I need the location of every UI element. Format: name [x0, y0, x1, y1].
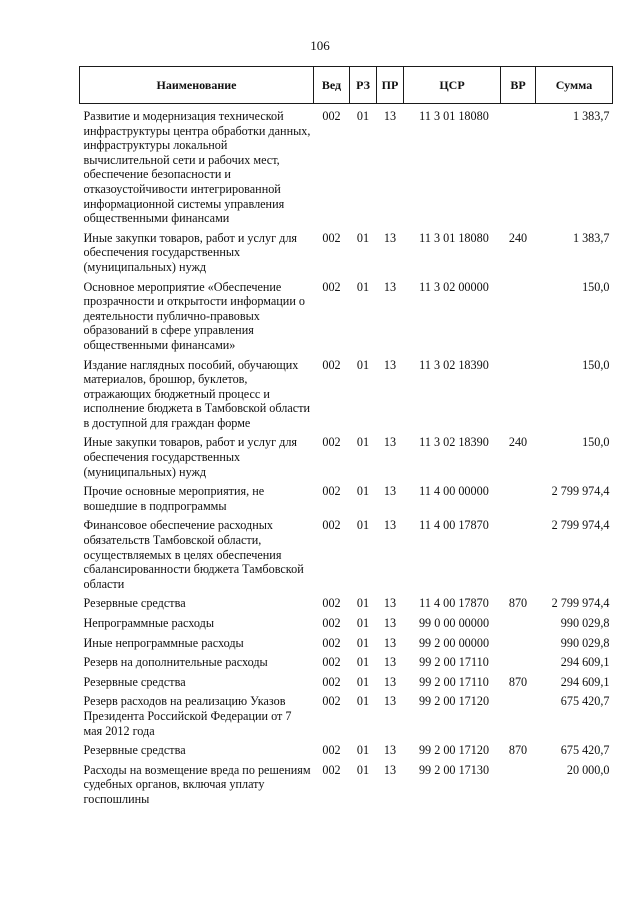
cell-vr: 870 [508, 674, 528, 689]
cell-csr: 99 0 00 00000 [418, 616, 490, 630]
cell-pr: 13 [383, 435, 397, 450]
table-row [80, 655, 613, 675]
cell-sum: 150,0 [582, 435, 610, 450]
cell-rz: 01 [356, 616, 370, 630]
page-number: 106 [310, 38, 330, 53]
cell-rz: 01 [356, 635, 370, 650]
table-row [80, 280, 613, 358]
header-csr: ЦСР [404, 67, 501, 104]
cell-sum: 1 383,7 [572, 230, 610, 245]
cell-csr: 99 2 00 17130 [418, 762, 490, 777]
table-row [80, 596, 613, 616]
cell-csr: 11 4 00 17870 [419, 518, 489, 533]
cell-name: Резервные средства [83, 743, 186, 758]
cell-csr: 99 2 00 17110 [419, 674, 489, 689]
header-sum: Сумма [536, 67, 613, 104]
cell-ved: 002 [322, 635, 341, 650]
cell-name: Резерв расходов на реализацию Указов Президента Российской Федерации от 7 мая 2012 года [83, 694, 292, 738]
cell-rz: 01 [356, 279, 370, 294]
cell-vr [501, 694, 536, 743]
budget-table [79, 66, 613, 812]
cell-name: Непрограммные расходы [83, 616, 215, 630]
cell-pr: 13 [383, 674, 397, 689]
cell-vr: 240 [508, 230, 528, 245]
table-row [80, 616, 613, 636]
header-ved: Вед [314, 67, 350, 104]
header-vr: ВР [501, 67, 536, 104]
cell-name: Расходы на возмещение вреда по решениям судебных органов, включая уплату госпошлины [83, 762, 311, 806]
cell-ved: 002 [322, 109, 341, 123]
cell-name: Прочие основные мероприятия, не вошедшие в подпрограммы [83, 484, 265, 513]
cell-pr: 13 [383, 109, 397, 123]
cell-csr: 11 3 02 18390 [419, 435, 489, 450]
cell-sum: 150,0 [582, 357, 610, 372]
cell-sum: 675 420,7 [560, 694, 610, 709]
cell-csr: 11 3 01 18080 [419, 230, 489, 245]
cell-csr: 99 2 00 17110 [419, 655, 489, 670]
cell-name: Основное мероприятие «Обеспечение прозрачности и открытости информации о деятельности публично-правовых образований в сфере управления общественными финансами» [83, 279, 305, 352]
cell-sum: 150,0 [582, 279, 610, 294]
cell-vr [501, 763, 536, 812]
cell-pr: 13 [383, 655, 397, 670]
cell-csr: 11 3 02 18390 [419, 357, 489, 372]
cell-rz: 01 [356, 762, 370, 777]
cell-pr: 13 [383, 694, 397, 709]
cell-name: Развитие и модернизация технической инфраструктуры центра обработки данных, инфраструктуры локальной вычислительной сети и рабочих мест, обеспечение безопасности и отказоустойчивости интегрированной информационной системы управления общественными финансами [83, 109, 311, 226]
cell-ved: 002 [322, 655, 341, 670]
table-row [80, 231, 613, 280]
cell-sum: 294 609,1 [560, 674, 610, 689]
cell-sum: 2 799 974,4 [551, 518, 610, 533]
cell-vr: 870 [508, 743, 528, 758]
cell-rz: 01 [356, 109, 370, 123]
cell-rz: 01 [356, 357, 370, 372]
cell-ved: 002 [322, 674, 341, 689]
cell-vr [501, 280, 536, 358]
cell-rz: 01 [356, 230, 370, 245]
cell-sum: 990 029,8 [560, 616, 610, 630]
cell-ved: 002 [322, 484, 341, 499]
table-row [80, 694, 613, 743]
table-row [80, 358, 613, 436]
cell-name: Издание наглядных пособий, обучающих материалов, брошюр, буклетов, отражающих бюджетный процесс и исполнение бюджета в Тамбовской области в доступной для граждан форме [83, 357, 311, 430]
cell-rz: 01 [356, 674, 370, 689]
cell-pr: 13 [383, 762, 397, 777]
cell-csr: 99 2 00 17120 [418, 694, 490, 709]
cell-csr: 11 4 00 17870 [419, 596, 489, 611]
cell-name: Финансовое обеспечение расходных обязательств Тамбовской области, осуществляемых в целях обеспечения сбалансированности бюджета Тамбовской области [83, 518, 304, 591]
cell-csr: 11 4 00 00000 [419, 484, 489, 499]
table-row [80, 675, 613, 695]
header-pr: ПР [377, 67, 404, 104]
cell-pr: 13 [383, 357, 397, 372]
cell-rz: 01 [356, 435, 370, 450]
cell-ved: 002 [322, 230, 341, 245]
cell-pr: 13 [383, 484, 397, 499]
cell-sum: 20 000,0 [566, 762, 610, 777]
cell-rz: 01 [356, 596, 370, 611]
cell-rz: 01 [356, 518, 370, 533]
cell-csr: 11 3 02 00000 [419, 279, 489, 294]
cell-name: Иные закупки товаров, работ и услуг для обеспечения государственных (муниципальных) нужд [83, 435, 298, 479]
cell-name: Иные закупки товаров, работ и услуг для обеспечения государственных (муниципальных) нужд [83, 230, 298, 274]
cell-vr [501, 655, 536, 675]
cell-name: Резерв на дополнительные расходы [83, 655, 268, 670]
table-row [80, 435, 613, 484]
cell-ved: 002 [322, 616, 341, 630]
cell-ved: 002 [322, 694, 341, 709]
header-name: Наименование [80, 67, 314, 104]
cell-pr: 13 [383, 518, 397, 533]
cell-vr [501, 484, 536, 518]
cell-vr: 240 [508, 435, 528, 450]
cell-vr [501, 104, 536, 231]
cell-rz: 01 [356, 743, 370, 758]
cell-sum: 990 029,8 [560, 635, 610, 650]
cell-sum: 2 799 974,4 [551, 596, 610, 611]
table-row [80, 763, 613, 812]
cell-ved: 002 [322, 596, 341, 611]
cell-csr: 11 3 01 18080 [419, 109, 489, 123]
cell-pr: 13 [383, 635, 397, 650]
cell-pr: 13 [383, 230, 397, 245]
table-row [80, 636, 613, 656]
cell-ved: 002 [322, 762, 341, 777]
cell-ved: 002 [322, 435, 341, 450]
header-rz: РЗ [350, 67, 377, 104]
table-row [80, 104, 613, 231]
cell-rz: 01 [356, 655, 370, 670]
cell-csr: 99 2 00 00000 [418, 635, 490, 650]
cell-ved: 002 [322, 357, 341, 372]
table-row [80, 743, 613, 763]
cell-sum: 294 609,1 [560, 655, 610, 670]
cell-name: Иные непрограммные расходы [83, 635, 244, 650]
table-row [80, 518, 613, 596]
table-row [80, 484, 613, 518]
cell-rz: 01 [356, 694, 370, 709]
cell-csr: 99 2 00 17120 [418, 743, 490, 758]
cell-vr [501, 616, 536, 636]
cell-sum: 1 383,7 [572, 109, 610, 123]
cell-vr [501, 358, 536, 436]
cell-sum: 2 799 974,4 [551, 484, 610, 499]
cell-vr [501, 636, 536, 656]
cell-ved: 002 [322, 279, 341, 294]
cell-pr: 13 [383, 596, 397, 611]
cell-sum: 675 420,7 [560, 743, 610, 758]
cell-pr: 13 [383, 743, 397, 758]
cell-ved: 002 [322, 743, 341, 758]
header-row [80, 67, 613, 104]
cell-pr: 13 [383, 616, 397, 630]
cell-name: Резервные средства [83, 674, 186, 689]
cell-pr: 13 [383, 279, 397, 294]
cell-vr [501, 518, 536, 596]
cell-vr: 870 [508, 596, 528, 611]
cell-rz: 01 [356, 484, 370, 499]
cell-ved: 002 [322, 518, 341, 533]
cell-name: Резервные средства [83, 596, 186, 611]
